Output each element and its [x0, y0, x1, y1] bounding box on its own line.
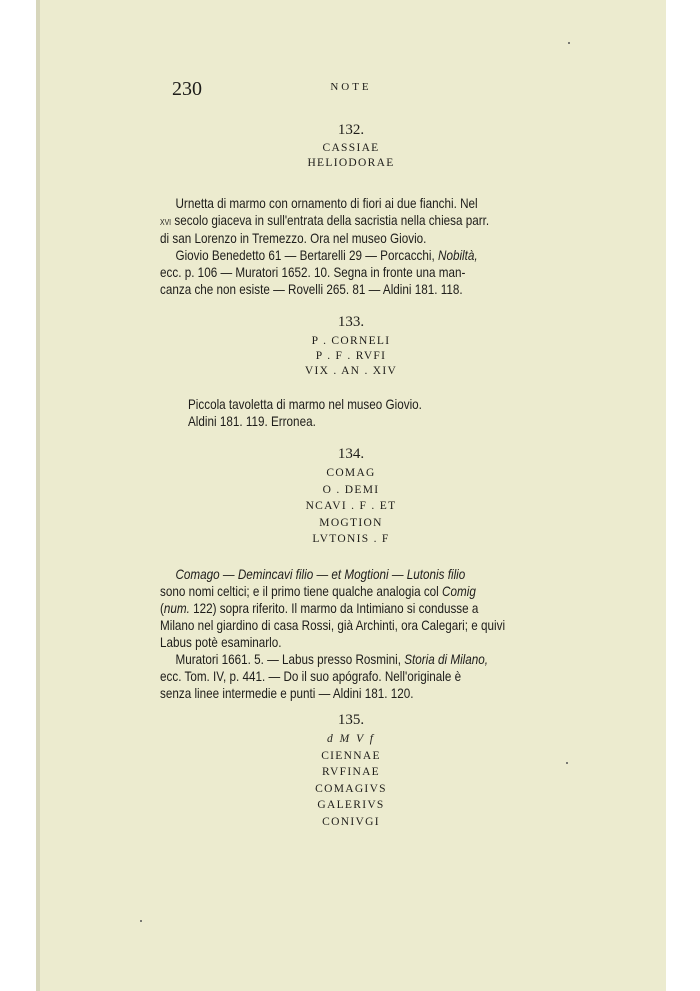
- entry-133-heading: [36, 314, 666, 379]
- inscription: [36, 465, 666, 548]
- inscription-line: P . CORNELI: [311, 335, 391, 347]
- inscription-line: O . DEMI: [322, 483, 380, 496]
- inscription-line: CIENNAE: [321, 749, 381, 762]
- entry-132-heading: [36, 122, 666, 171]
- inscription-line: P . F . RVFI: [315, 350, 387, 362]
- italic-span: num.: [163, 601, 190, 616]
- text-span: Giovio Benedetto 61 — Bertarelli 29 — Porcacchi,: [175, 248, 439, 263]
- entry-135-heading: [36, 712, 666, 830]
- inscription: [36, 334, 666, 379]
- inscription-line: NCAVI . F . ET: [305, 500, 397, 512]
- text-line: [160, 212, 598, 230]
- entry-number: 134.: [337, 446, 365, 462]
- inscription-line: d M V f: [327, 733, 375, 745]
- entry-132-text: [160, 195, 598, 298]
- text-line: Piccola tavoletta di marmo nel museo Giovio.: [188, 397, 422, 412]
- inscription-line: VIX . AN . XIV: [304, 365, 398, 377]
- entry-number: 135.: [337, 712, 365, 728]
- text-line: [160, 651, 598, 668]
- inscription-line: COMAG: [326, 467, 376, 479]
- paper-speck: [140, 920, 142, 922]
- inscription-line: CASSIAE: [322, 142, 380, 154]
- text-line: ecc. p. 106 — Muratori 1652. 10. Segna in fronte una man-: [160, 265, 466, 280]
- text-line: Aldini 181. 119. Erronea.: [188, 414, 316, 429]
- text-span: (: [160, 601, 164, 616]
- text-line: canza che non esiste — Rovelli 265. 81 — Aldini 181. 118.: [160, 282, 463, 297]
- text-line: [160, 583, 598, 600]
- inscription-line: MOGTION: [319, 516, 383, 529]
- entry-number: 133.: [337, 314, 365, 330]
- text-span: secolo giaceva in sull'entrata della sacristia nella chiesa parr.: [171, 213, 490, 228]
- text-line: senza linee intermedie e punti — Aldini 181. 120.: [160, 686, 414, 701]
- entry-134-heading: [36, 446, 666, 548]
- inscription-line: GALERIVS: [317, 799, 385, 811]
- text-line: [160, 247, 598, 264]
- entry-134-text: [160, 566, 598, 702]
- italic-span: Nobiltà,: [438, 248, 478, 263]
- text-line: Milano nel giardino di casa Rossi, già Archinti, ora Calegari; e quivi: [160, 618, 506, 633]
- text-line: Urnetta di marmo con ornamento di fiori ai due fianchi. Nel: [175, 196, 478, 211]
- inscription-line: HELIODORAE: [307, 157, 395, 169]
- inscription: [36, 141, 666, 171]
- italic-span: Comig: [442, 584, 476, 599]
- paper-speck: [566, 762, 568, 764]
- text-line: di san Lorenzo in Tremezzo. Ora nel museo Giovio.: [160, 231, 427, 246]
- text-span: 122) sopra riferito. Il marmo da Intimiano si condusse a: [189, 601, 479, 616]
- text-line: Comago — Demincavi filio — et Mogtioni — Lutonis filio: [175, 567, 466, 582]
- text-line: Labus potè esaminarlo.: [160, 635, 282, 650]
- roman-numeral: xvi: [160, 214, 172, 228]
- italic-span: Storia di Milano,: [404, 652, 489, 667]
- inscription-line: COMAGIVS: [315, 782, 387, 795]
- text-line: ecc. Tom. IV, p. 441. — Do il suo apógrafo. Nell'originale è: [160, 669, 462, 684]
- inscription-line: LVTONIS . F: [312, 533, 390, 545]
- entry-133-text: [188, 396, 626, 430]
- inscription-line: RVFINAE: [321, 766, 380, 778]
- text-span: sono nomi celtici; e il primo tiene qualche analogia col: [160, 584, 443, 599]
- text-span: Muratori 1661. 5. — Labus presso Rosmini,: [175, 652, 405, 667]
- inscription: [36, 731, 666, 830]
- paper-speck: [568, 42, 570, 44]
- page-number: 230: [172, 78, 202, 100]
- text-line: [160, 600, 598, 617]
- inscription-line: CONIVGI: [322, 815, 380, 828]
- book-page: [36, 0, 666, 991]
- running-header: NOTE: [330, 81, 372, 93]
- entry-number: 132.: [337, 122, 365, 138]
